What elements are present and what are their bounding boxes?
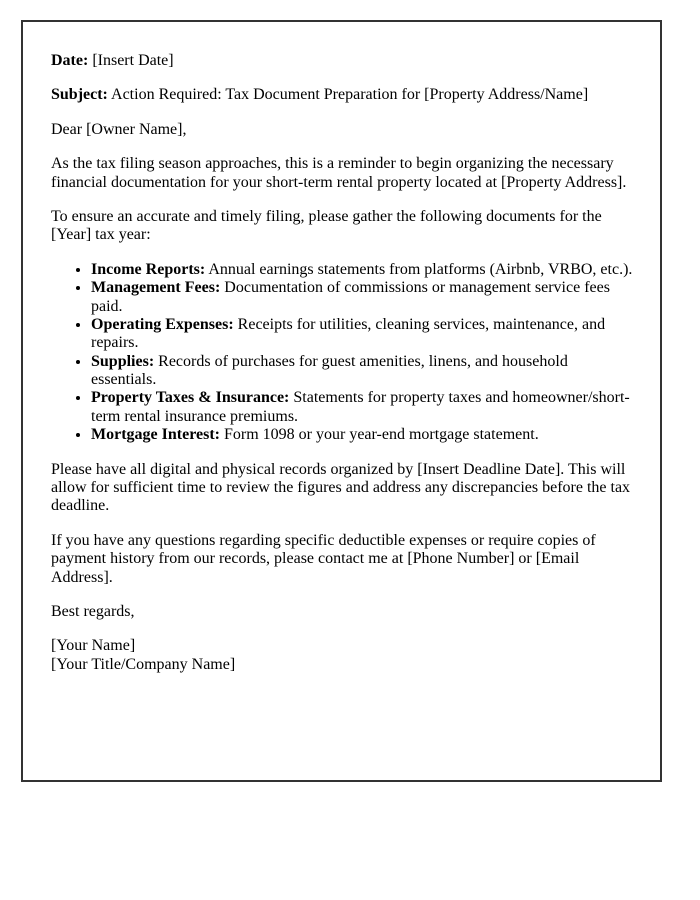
- list-item-supplies: [91, 353, 634, 390]
- intro-paragraph: As the tax filing season approaches, this is a reminder to begin organizing the necessary financial documentation for your short-term rental property located at [Property Address].: [51, 155, 627, 191]
- document-text: Documentation of commissions or management service fees paid.: [91, 279, 610, 315]
- signature-title: [Your Title/Company Name]: [51, 655, 236, 673]
- list-item-operating-expenses: [91, 316, 634, 353]
- document-label: Management Fees:: [91, 279, 221, 297]
- document-label: Property Taxes & Insurance:: [91, 389, 290, 407]
- gather-paragraph: To ensure an accurate and timely filing, please gather the following documents for the [Year] tax year:: [51, 207, 602, 244]
- document-label: Supplies:: [91, 352, 155, 370]
- list-item-income-reports: [91, 261, 634, 279]
- document-text: Annual earnings statements from platforms (Airbnb, VRBO, etc.).: [208, 260, 633, 278]
- closing: Best regards,: [51, 602, 135, 620]
- document-text: Statements for property taxes and homeowner/short-term rental insurance premiums.: [91, 389, 630, 425]
- date-value: [Insert Date]: [92, 52, 174, 69]
- document-text: Records of purchases for guest amenities, linens, and household essentials.: [91, 352, 568, 389]
- document-text: Form 1098 or your year-end mortgage statement.: [223, 426, 539, 444]
- questions-paragraph: If you have any questions regarding specific deductible expenses or require copies of payment history from our records, please contact me at [Phone Number] or [Email Address].: [51, 531, 596, 586]
- document-label: Income Reports:: [91, 260, 206, 278]
- document-label: Mortgage Interest:: [91, 426, 220, 444]
- date-line: [51, 52, 634, 70]
- document-label: Operating Expenses:: [91, 315, 234, 333]
- subject-label: Subject:: [51, 86, 108, 104]
- list-item-property-taxes-insurance: [91, 389, 634, 426]
- date-label: Date:: [51, 52, 89, 69]
- list-item-management-fees: [91, 279, 634, 316]
- signature-name: [Your Name]: [51, 637, 136, 655]
- list-item-mortgage-interest: [91, 426, 634, 444]
- subject-value: Action Required: Tax Document Preparation for [Property Address/Name]: [111, 86, 589, 104]
- document-text: Receipts for utilities, cleaning services, maintenance, and repairs.: [91, 315, 606, 352]
- salutation: Dear [Owner Name],: [51, 120, 187, 138]
- subject-line: [51, 86, 634, 104]
- deadline-paragraph: Please have all digital and physical records organized by [Insert Deadline Date]. This will allow for sufficient time to review the figures and address any discrepancies before the tax deadline.: [51, 460, 631, 515]
- signature-block: [51, 637, 634, 674]
- letter-document: [21, 20, 662, 782]
- document-list: [51, 261, 634, 445]
